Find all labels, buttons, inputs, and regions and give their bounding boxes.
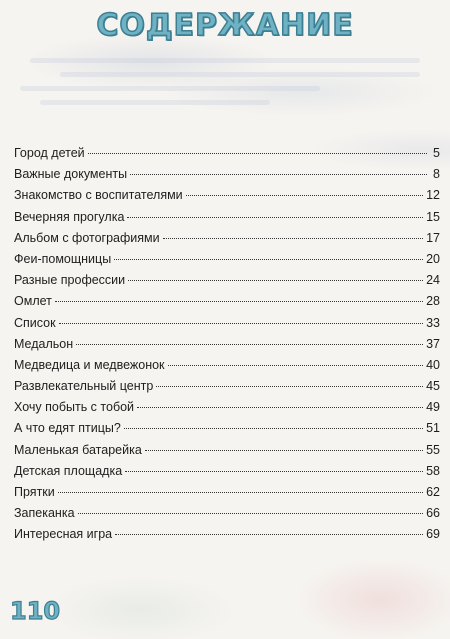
show-through-text bbox=[30, 58, 420, 63]
dot-leader bbox=[163, 238, 423, 239]
dot-leader bbox=[76, 344, 423, 345]
toc-entry-page: 12 bbox=[426, 188, 440, 203]
toc-entry bbox=[14, 464, 440, 485]
toc-entry bbox=[14, 485, 440, 506]
toc-entry bbox=[14, 146, 440, 167]
toc-entry-title: Город детей bbox=[14, 146, 85, 160]
toc-entry-page: 55 bbox=[426, 442, 440, 457]
toc-entry-page: 58 bbox=[426, 463, 440, 478]
dot-leader bbox=[125, 471, 423, 472]
dot-leader bbox=[55, 301, 423, 302]
toc-entry-title: Развлекательный центр bbox=[14, 379, 154, 394]
toc-entry-title: Вечерняя прогулка bbox=[14, 209, 125, 224]
toc-entry bbox=[14, 379, 440, 400]
toc-entry-title: Медведица и медвежонок bbox=[14, 357, 165, 372]
toc-entry-page: 17 bbox=[426, 230, 440, 245]
dot-leader bbox=[145, 450, 423, 451]
toc-entry-title: А что едят птицы? bbox=[14, 421, 121, 436]
toc-entry bbox=[14, 210, 440, 231]
toc-entry-page: 66 bbox=[426, 506, 440, 521]
toc-entry-page: 49 bbox=[426, 400, 440, 415]
show-through-text bbox=[40, 100, 270, 105]
toc-entry-title: Список bbox=[14, 315, 56, 330]
toc-entry-title: Интересная игра bbox=[14, 527, 113, 542]
toc-entry-title: Разные профессии bbox=[14, 273, 126, 288]
dot-leader bbox=[168, 365, 424, 366]
table-of-contents bbox=[14, 146, 440, 549]
toc-entry-title: Знакомство с воспитателями bbox=[14, 188, 183, 203]
toc-entry-title: Феи-помощницы bbox=[14, 251, 112, 266]
toc-entry-page: 40 bbox=[426, 357, 440, 372]
toc-entry bbox=[14, 167, 440, 188]
dot-leader bbox=[127, 217, 423, 218]
toc-entry bbox=[14, 294, 440, 315]
toc-entry-title: Медальон bbox=[14, 336, 74, 351]
toc-entry-page: 20 bbox=[426, 251, 440, 266]
toc-entry-page: 8 bbox=[433, 167, 440, 182]
toc-entry bbox=[14, 506, 440, 527]
dot-leader bbox=[88, 153, 427, 154]
toc-entry-page: 69 bbox=[426, 527, 440, 542]
toc-entry-page: 28 bbox=[426, 294, 440, 309]
toc-entry-title: Хочу побыть с тобой bbox=[14, 400, 135, 415]
toc-entry bbox=[14, 273, 440, 294]
dot-leader bbox=[58, 492, 423, 493]
dot-leader bbox=[78, 513, 424, 514]
dot-leader bbox=[59, 323, 424, 324]
show-through-text bbox=[60, 72, 420, 77]
dot-leader bbox=[124, 428, 423, 429]
toc-entry bbox=[14, 252, 440, 273]
toc-entry-title: Альбом с фотографиями bbox=[14, 230, 160, 245]
dot-leader bbox=[137, 407, 423, 408]
toc-entry-title: Важные документы bbox=[14, 167, 128, 182]
toc-entry-page: 15 bbox=[426, 209, 440, 224]
toc-entry-page: 5 bbox=[433, 146, 440, 160]
toc-entry bbox=[14, 358, 440, 379]
toc-entry bbox=[14, 231, 440, 252]
dot-leader bbox=[156, 386, 423, 387]
toc-entry-title: Прятки bbox=[14, 485, 55, 499]
toc-entry bbox=[14, 188, 440, 209]
toc-entry-title: Детская площадка bbox=[14, 463, 123, 478]
dot-leader bbox=[114, 259, 423, 260]
toc-entry-page: 45 bbox=[426, 379, 440, 394]
dot-leader bbox=[186, 195, 423, 196]
toc-entry bbox=[14, 443, 440, 464]
toc-entry bbox=[14, 400, 440, 421]
dot-leader bbox=[130, 174, 427, 175]
show-through-text bbox=[20, 86, 320, 91]
toc-entry-title: Маленькая батарейка bbox=[14, 442, 142, 457]
toc-entry-page: 51 bbox=[426, 421, 440, 436]
dot-leader bbox=[115, 534, 423, 535]
toc-entry-page: 33 bbox=[426, 315, 440, 330]
toc-entry-title: Омлет bbox=[14, 294, 52, 309]
page-title: СОДЕРЖАНИЕ bbox=[96, 8, 354, 43]
toc-entry bbox=[14, 527, 440, 548]
dot-leader bbox=[128, 280, 423, 281]
toc-entry-page: 37 bbox=[426, 336, 440, 351]
toc-entry bbox=[14, 337, 440, 358]
toc-entry bbox=[14, 421, 440, 442]
toc-entry bbox=[14, 316, 440, 337]
page-number: 110 bbox=[10, 597, 61, 625]
toc-entry-page: 24 bbox=[426, 273, 440, 288]
toc-entry-title: Запеканка bbox=[14, 506, 75, 521]
toc-entry-page: 62 bbox=[426, 485, 440, 499]
